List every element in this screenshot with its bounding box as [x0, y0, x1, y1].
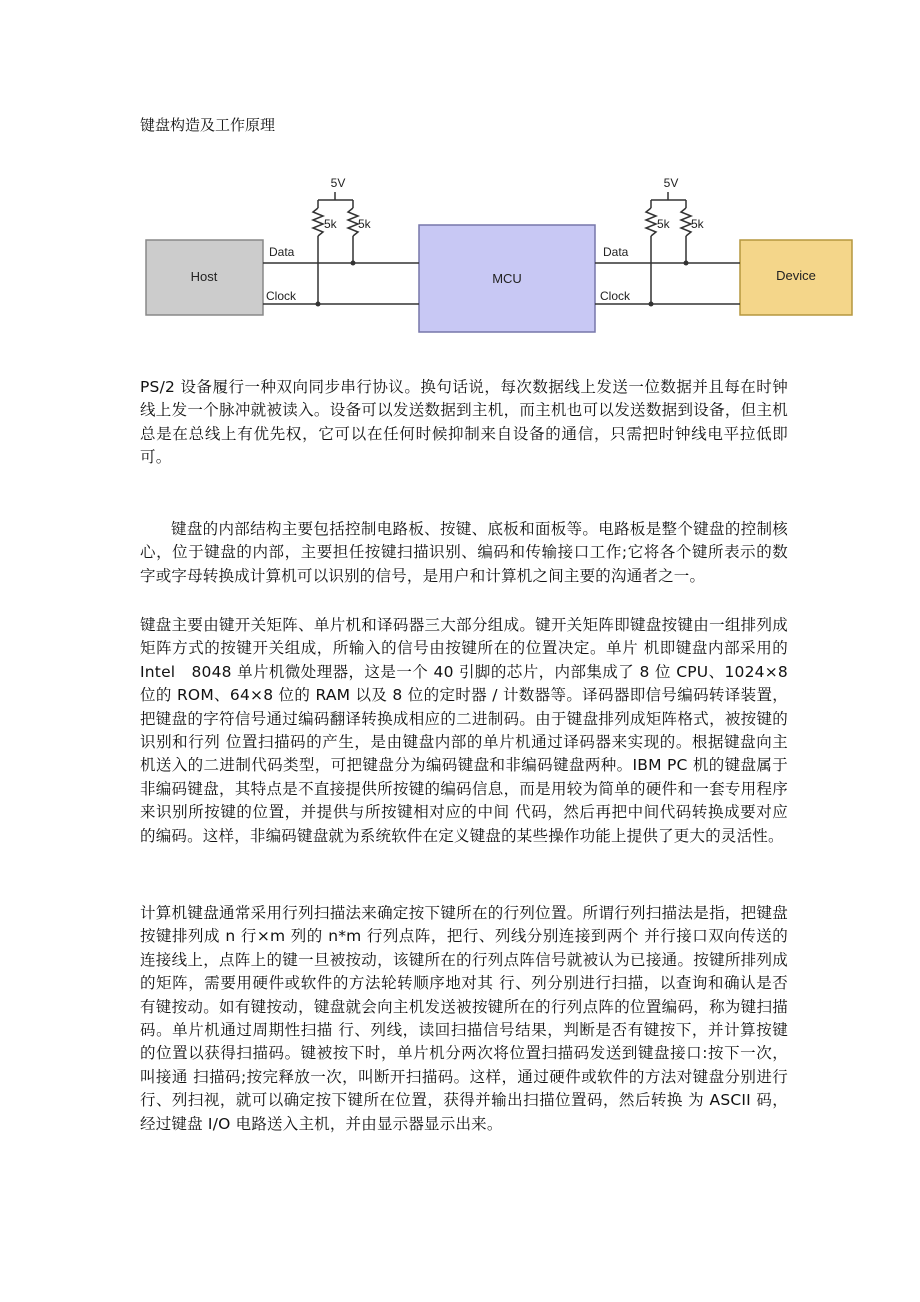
right-voltage-label: 5V: [663, 176, 679, 190]
right-clock-junction: [649, 302, 654, 307]
paragraph-scanning-method: 计算机键盘通常采用行列扫描法来确定按下键所在的行列位置。所谓行列扫描法是指，把键盘按键排列成 n 行×m 列的 n*m 行列点阵，把行、列线分别连接到两个 并行接口双向传送的连接线上，点阵上的键一旦被按动，该键所在的行列点阵信号就被认为已接通。按键所排列成的矩阵，需要用硬件或软件的方法轮转顺序地对其 行、列分别进行扫描，以查询和确认是否有键按动。如有键按动，键盘就会向主机发送被按键所在的行列点阵的位置编码，称为键扫描码。单片机通过周期性扫描 行、列线，读回扫描信号结果，判断是否有键按下，并计算按键的位置以获得扫描码。键被按下时，单片机分两次将位置扫描码发送到键盘接口:按下一次，叫接通 扫描码;按完释放一次，叫断开扫描码。这样，通过硬件或软件的方法对键盘分别进行行、列扫视，就可以确定按下键所在位置，获得并输出扫描位置码，然后转换 为 ASCII 码，经过键盘 I/O 电路送入主机，并由显示器显示出来。: [140, 904, 788, 1133]
document-title: 键盘构造及工作原理: [140, 116, 276, 134]
device-label: Device: [776, 268, 816, 283]
left-resistor-1-label: 5k: [324, 217, 337, 231]
right-data-junction: [684, 261, 689, 266]
right-clock-label: Clock: [600, 289, 631, 303]
paragraph-ps2-protocol: PS/2 设备履行一种双向同步串行协议。换句话说，每次数据线上发送一位数据并且每在时钟线上发一个脉冲就被读入。设备可以发送数据到主机，而主机也可以发送数据到设备，但主机总是在总线上有优先权，它可以在任何时候抑制来自设备的通信，只需把时钟线电平拉低即可。: [140, 378, 788, 467]
right-resistor-1-label: 5k: [657, 217, 670, 231]
paragraph-internal-structure: 键盘的内部结构主要包括控制电路板、按键、底板和面板等。电路板是整个键盘的控制核心，位于键盘的内部，主要担任按键扫描识别、编码和传输接口工作;它将各个键所表示的数字或字母转换成计算机可以识别的信号，是用户和计算机之间主要的沟通者之一。: [140, 520, 788, 585]
left-clock-junction: [316, 302, 321, 307]
left-voltage-label: 5V: [330, 176, 346, 190]
left-clock-label: Clock: [266, 289, 297, 303]
mcu-label: MCU: [492, 271, 522, 286]
left-data-junction: [351, 261, 356, 266]
left-resistor-2-label: 5k: [358, 217, 371, 231]
paragraph-components: 键盘主要由键开关矩阵、单片机和译码器三大部分组成。键开关矩阵即键盘按键由一组排列成矩阵方式的按键开关组成，所输入的信号由按键所在的位置决定。单片 机即键盘内部采用的 Intel 8048 单片机微处理器，这是一个 40 引脚的芯片，内部集成了 8 位 CPU、1024×8 位的 ROM、64×8 位的 RAM 以及 8 位的定时器 / 计数器等。译码器即信号编码转译装置，把键盘的字符信号通过编码翻译转换成相应的二进制码。由于键盘排列成矩阵格式，被按键的识别和行列 位置扫描码的产生，是由键盘内部的单片机通过译码器来实现的。根据键盘向主机送入的二进制代码类型，可把键盘分为编码键盘和非编码键盘两种。IBM PC 机的键盘属于非编码键盘，其特点是不直接提供所按键的编码信息，而是用较为简单的硬件和一套专用程序来识别所按键的位置，并提供与所按键相对应的中间 代码，然后再把中间代码转换成要对应的编码。这样，非编码键盘就为系统软件在定义键盘的某些操作功能上提供了更大的灵活性。: [140, 616, 788, 845]
right-resistor-2-label: 5k: [691, 217, 704, 231]
right-data-label: Data: [603, 245, 629, 259]
ps2-connection-diagram: [130, 168, 870, 340]
left-data-label: Data: [269, 245, 295, 259]
host-label: Host: [190, 269, 218, 284]
